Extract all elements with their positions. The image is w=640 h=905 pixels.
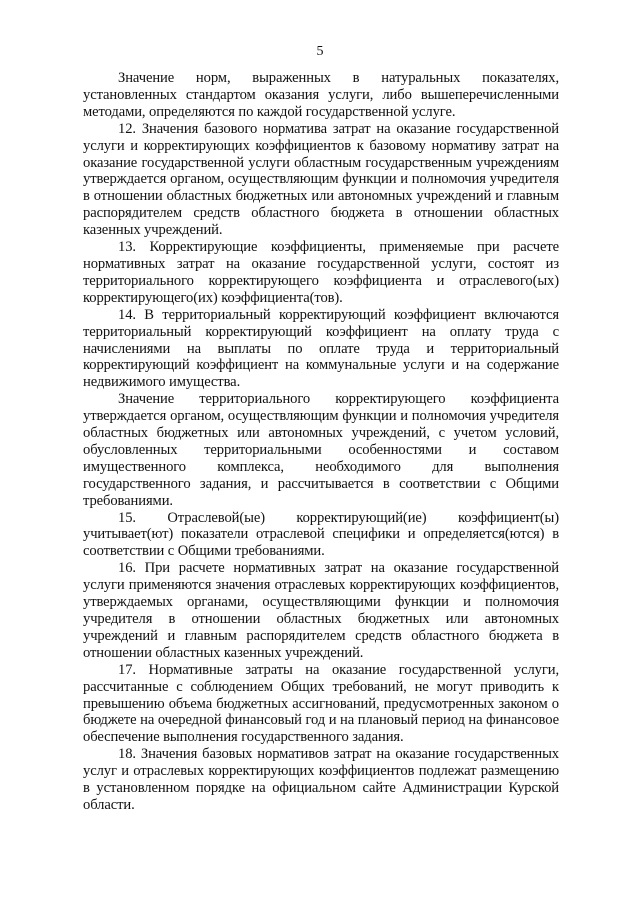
- paragraph-14: 14. В территориальный корректирующий коэффициент включаются территориальный корректирующий коэффициент на оплату труда с начислениями на выплаты по оплате труда и территориальный корректирующий коэффициент на коммунальные услуги и на содержание недвижимого имущества.: [83, 306, 559, 391]
- document-body: [83, 70, 559, 814]
- paragraph-18: 18. Значения базовых нормативов затрат на оказание государственных услуг и отраслевых корректирующих коэффициентов подлежат размещению в установленном порядке на официальном сайте Администрации Курской области.: [83, 746, 559, 813]
- paragraph-16: 16. При расчете нормативных затрат на оказание государственной услуги применяются значения отраслевых корректирующих коэффициентов, утверждаемых органами, осуществляющими функции и полномочия учредителя в отношении областных бюджетных или автономных учреждений и главным распорядителем средств областного бюджета в отношении областных казенных учреждений.: [83, 560, 559, 661]
- paragraph-14-territorial-value: Значение территориального корректирующего коэффициента утверждается органом, осуществляющим функции и полномочия учредителя областных бюджетных или автономных учреждений, с учетом условий, обусловленных территориальными особенностями и составом имущественного комплекса, необходимого для выполнения государственного задания, и рассчитывается в соответствии с Общими требованиями.: [83, 391, 559, 509]
- paragraph-17: 17. Нормативные затраты на оказание государственной услуги, рассчитанные с соблюдением Общих требований, не могут приводить к превышению объема бюджетных ассигнований, предусмотренных законом о бюджете на очередной финансовый год и на плановый период на финансовое обеспечение выполнения государственного задания.: [83, 661, 559, 746]
- page-number: 5: [316, 44, 324, 59]
- paragraph-13: 13. Корректирующие коэффициенты, применяемые при расчете нормативных затрат на оказание государственной услуги, состоят из территориального корректирующего коэффициента и отраслевого(ых) корректирующего(их) коэффициента(тов).: [83, 239, 559, 306]
- paragraph-12: 12. Значения базового норматива затрат на оказание государственной услуги и корректирующих коэффициентов к базовому нормативу затрат на оказание государственной услуги областным государственным учреждениям утверждается органом, осуществляющим функции и полномочия учредителя в отношении областных бюджетных или автономных учреждений и главным распорядителем средств областного бюджета в отношении областных казенных учреждений.: [83, 120, 559, 239]
- paragraph-standard-norms: Значение норм, выраженных в натуральных показателях, установленных стандартом оказания услуги, либо вышеперечисленными методами, определяются по каждой государственной услуге.: [83, 70, 559, 120]
- paragraph-15: 15. Отраслевой(ые) корректирующий(ие) коэффициент(ы) учитывает(ют) показатели отраслевой специфики и определяется(ются) в соответствии с Общими требованиями.: [83, 509, 559, 560]
